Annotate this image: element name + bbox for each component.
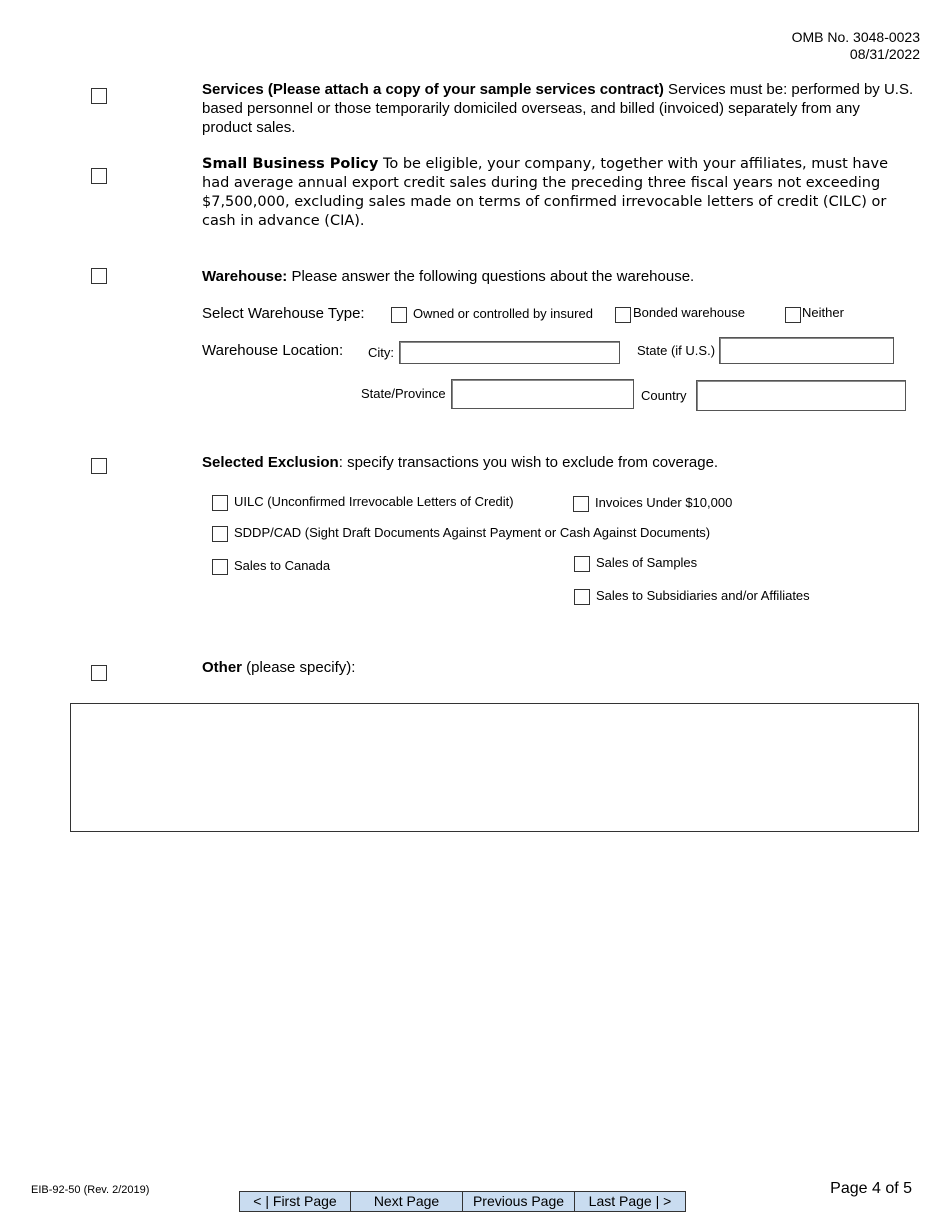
exclusion-subsidiaries-label: Sales to Subsidiaries and/or Affiliates: [596, 588, 810, 603]
previous-page-button[interactable]: Previous Page: [462, 1191, 575, 1212]
exclusion-sddp-label: SDDP/CAD (Sight Draft Documents Against Payment or Cash Against Documents): [234, 525, 711, 540]
warehouse-type-neither-checkbox[interactable]: [785, 307, 801, 323]
omb-expiration: 08/31/2022: [849, 46, 920, 62]
last-page-button[interactable]: Last Page | >: [574, 1191, 686, 1212]
exclusion-canada-checkbox[interactable]: [212, 559, 228, 575]
warehouse-state-province-input[interactable]: [451, 379, 634, 409]
warehouse-city-label: City:: [368, 345, 394, 360]
warehouse-city-input[interactable]: [399, 341, 620, 364]
warehouse-location-label: Warehouse Location:: [202, 342, 344, 359]
page-indicator: Page 4 of 5: [830, 1180, 912, 1197]
small-business-checkbox[interactable]: [91, 168, 107, 184]
warehouse-type-label: Select Warehouse Type:: [202, 305, 365, 322]
exclusion-uilc-checkbox[interactable]: [212, 495, 228, 511]
first-page-button[interactable]: < | First Page: [239, 1191, 351, 1212]
selected-exclusion-heading: [202, 453, 902, 472]
exclusion-invoices-checkbox[interactable]: [573, 496, 589, 512]
small-business-body: To be eligible, your company, together with your affiliates, must have had average annual export credit sales during the preceding three fiscal years not exceeding $7,500,000, excluding sales made on terms of confirmed irrevocable letters of credit (CILC) or cash in advance (CIA).: [202, 156, 889, 229]
exclusion-uilc-label: UILC (Unconfirmed Irrevocable Letters of Credit): [234, 494, 514, 509]
next-page-button[interactable]: Next Page: [350, 1191, 463, 1212]
services-title: Services (Please attach a copy of your sample services contract): [202, 81, 664, 98]
other-specify-textarea[interactable]: [70, 703, 919, 832]
warehouse-type-neither-label: Neither: [802, 305, 844, 320]
warehouse-body: Please answer the following questions about the warehouse.: [287, 268, 695, 285]
warehouse-type-bonded-label: Bonded warehouse: [633, 305, 746, 320]
exclusion-subsidiaries-checkbox[interactable]: [574, 589, 590, 605]
warehouse-title: Warehouse:: [202, 268, 288, 285]
warehouse-country-input[interactable]: [696, 380, 906, 411]
small-business-title: Small Business Policy: [202, 156, 379, 172]
warehouse-state-province-label: State/Province: [361, 386, 446, 401]
warehouse-type-owned-label: Owned or controlled by insured: [413, 306, 593, 321]
form-id: EIB-92-50 (Rev. 2/2019): [31, 1184, 150, 1196]
services-body: Services must be: performed by U.S. based personnel or those temporarily domiciled overseas, and billed (invoiced) separately from any product sales.: [202, 81, 914, 136]
warehouse-checkbox[interactable]: [91, 268, 107, 284]
other-checkbox[interactable]: [91, 665, 107, 681]
warehouse-heading: [202, 267, 902, 286]
exclusion-samples-label: Sales of Samples: [596, 555, 698, 570]
exclusion-canada-label: Sales to Canada: [234, 558, 331, 573]
warehouse-state-us-label: State (if U.S.): [637, 343, 716, 358]
exclusion-invoices-label: Invoices Under $10,000: [595, 495, 733, 510]
omb-number: OMB No. 3048-0023: [791, 29, 920, 45]
selected-exclusion-title: Selected Exclusion: [202, 454, 339, 471]
small-business-section: [202, 155, 902, 231]
other-body: (please specify):: [242, 659, 356, 676]
warehouse-state-us-input[interactable]: [719, 337, 894, 364]
selected-exclusion-body: : specify transactions you wish to exclude from coverage.: [338, 454, 719, 471]
services-section: [202, 80, 914, 137]
warehouse-type-owned-checkbox[interactable]: [391, 307, 407, 323]
exclusion-sddp-checkbox[interactable]: [212, 526, 228, 542]
warehouse-type-bonded-checkbox[interactable]: [615, 307, 631, 323]
selected-exclusion-checkbox[interactable]: [91, 458, 107, 474]
services-checkbox[interactable]: [91, 88, 107, 104]
other-heading: [202, 658, 355, 677]
exclusion-samples-checkbox[interactable]: [574, 556, 590, 572]
other-title: Other: [202, 659, 243, 676]
warehouse-country-label: Country: [641, 388, 687, 403]
